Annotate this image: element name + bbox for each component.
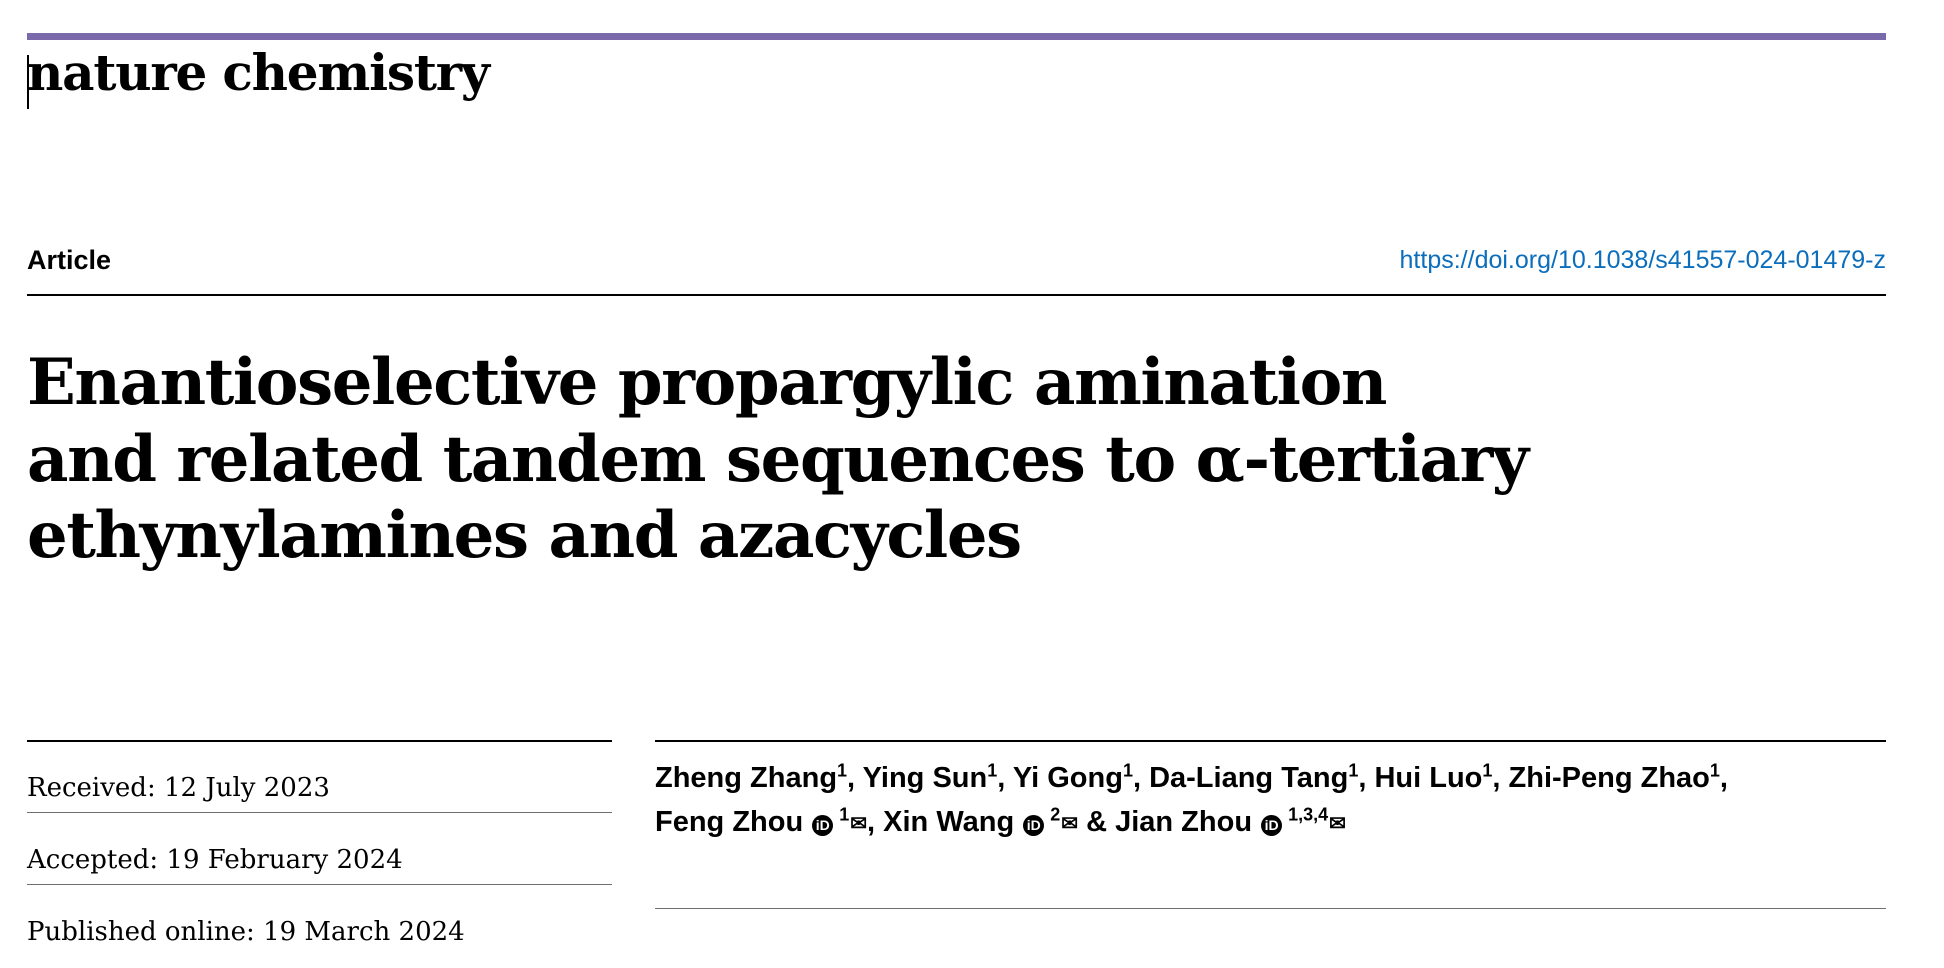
journal-accent-rule (27, 33, 1886, 40)
author-line-2: Feng Zhou iD $^1$✉, Xin Wang iD $^2$✉ & Jian Zhou iD $^{1,3,4}$✉ (655, 804, 1346, 838)
author-name[interactable]: Xin Wang (883, 806, 1015, 838)
author-name[interactable]: Yi Gong (1012, 762, 1123, 794)
page-title (27, 345, 1847, 575)
email-icon[interactable]: ✉ (1061, 813, 1079, 835)
author-name[interactable]: Zheng Zhang (655, 762, 838, 794)
received-date: Received: 12 July 2023 (27, 773, 330, 803)
divider-history-top (27, 740, 612, 742)
published-date: Published online: 19 March 2024 (27, 917, 465, 947)
affiliation-superscript: 1 (1482, 760, 1493, 781)
author-list (655, 756, 1886, 844)
accepted-date: Accepted: 19 February 2024 (27, 845, 403, 875)
affiliation-superscript: 1 (834, 804, 850, 825)
author-name[interactable]: Da-Liang Tang (1149, 762, 1349, 794)
affiliation-superscript: 1 (1122, 760, 1133, 781)
title-line-3: ethynylamines and azacycles (27, 498, 1021, 574)
journal-masthead: nature chemistry (27, 43, 489, 102)
orcid-icon[interactable]: iD (1261, 815, 1282, 836)
orcid-icon[interactable]: iD (812, 815, 833, 836)
divider-under-article-type (27, 294, 1886, 296)
affiliation-superscript: 1 (1709, 760, 1720, 781)
email-icon[interactable]: ✉ (850, 813, 868, 835)
article-type-label: Article (27, 245, 112, 275)
title-line-1: Enantioselective propargylic amination (27, 344, 1386, 420)
publication-history (27, 752, 627, 968)
affiliation-superscript: 2 (1045, 804, 1061, 825)
doi-link[interactable]: https://doi.org/10.1038/s41557-024-01479-z (1399, 246, 1886, 274)
affiliation-superscript: 1,3,4 (1283, 804, 1329, 825)
affiliation-superscript: 1 (837, 760, 848, 781)
author-name[interactable]: Ying Sun (862, 762, 988, 794)
author-name[interactable]: Hui Luo (1374, 762, 1483, 794)
affiliation-superscript: 1 (1348, 760, 1359, 781)
author-name[interactable]: Zhi-Peng Zhao (1508, 762, 1710, 794)
email-icon[interactable]: ✉ (1329, 813, 1346, 835)
author-name[interactable]: Feng Zhou (655, 806, 804, 838)
author-line-1: Zheng Zhang$^1$, Ying Sun$^1$, Yi Gong$^1$, Da-Liang Tang$^1$, Hui Luo$^1$, Zhi-Peng Zhao$^1$, (655, 760, 1728, 794)
divider-authors-bottom (655, 908, 1886, 909)
orcid-icon[interactable]: iD (1023, 815, 1044, 836)
affiliation-superscript: 1 (987, 760, 998, 781)
divider-authors-top (655, 740, 1886, 742)
title-line-2: and related tandem sequences to α-tertiary (27, 421, 1528, 497)
author-name[interactable]: Jian Zhou (1115, 806, 1253, 838)
